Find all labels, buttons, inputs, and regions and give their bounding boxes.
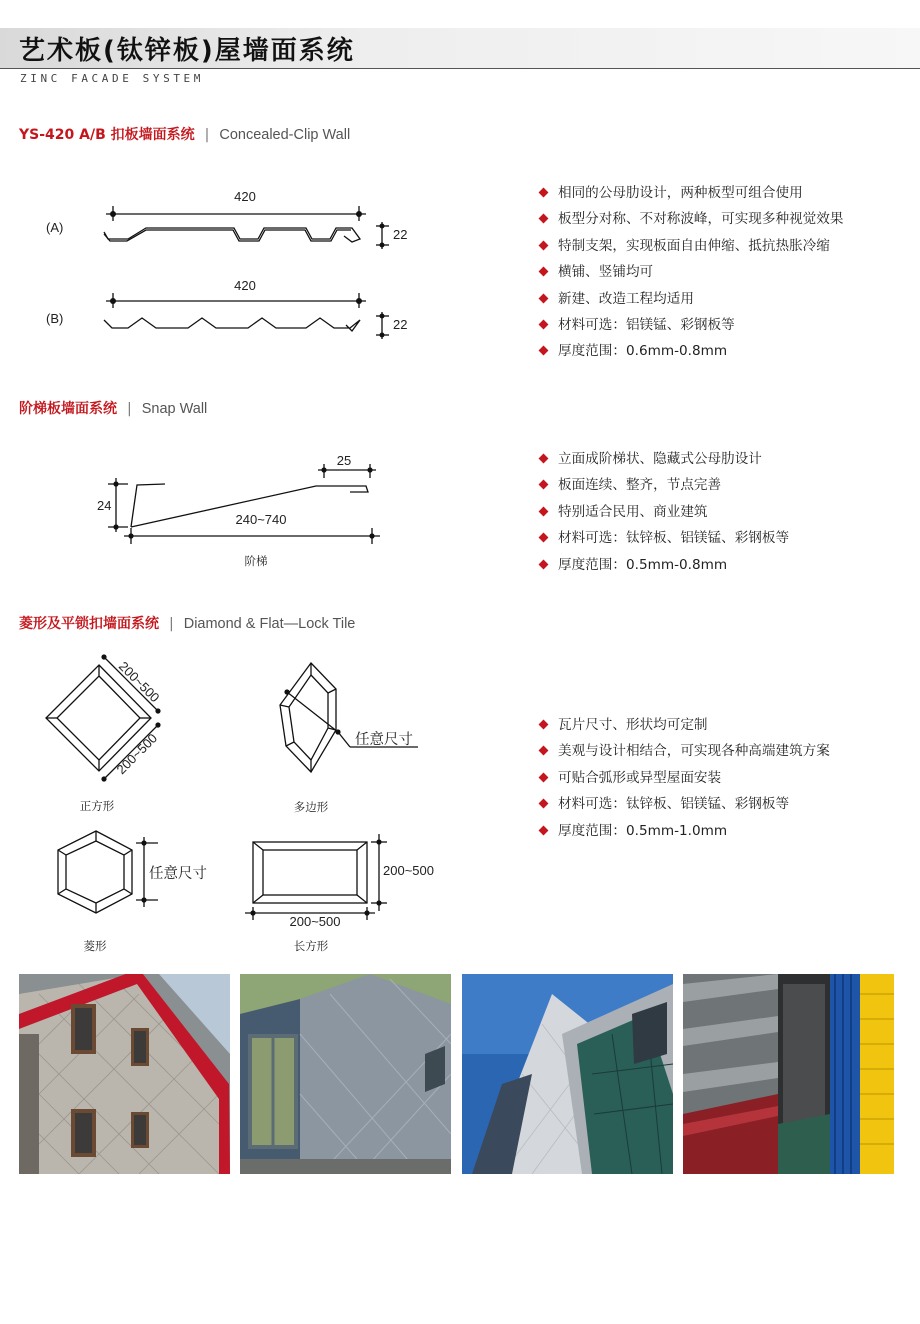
feature-item: 新建、改造工程均适用: [538, 286, 843, 312]
feature-item: 可贴合弧形或异型屋面安装: [538, 765, 830, 791]
profile-b-height: 22: [393, 317, 408, 332]
header-divider: [0, 68, 920, 69]
snap-wall-profile-diagram: [0, 440, 470, 580]
section-2-title-zh: 阶梯板墙面系统: [19, 401, 117, 417]
feature-item: 相同的公母肋设计，两种板型可组合使用: [538, 180, 843, 206]
section-2-title-en: Snap Wall: [141, 401, 208, 417]
photo-color-panels-samples: [683, 974, 894, 1174]
feature-item: 横铺、竖铺均可: [538, 259, 843, 285]
section-1-title-en: Concealed-Clip Wall: [219, 127, 351, 143]
snap-caption: 阶梯: [244, 556, 268, 568]
page-title: 艺术板(钛锌板)屋墙面系统: [19, 36, 355, 66]
section-1-title-zh: YS-420 A/B 扣板墙面系统: [19, 127, 195, 143]
polygon-size-label: 任意尺寸: [355, 732, 413, 748]
feature-item: 材料可选：铝镁锰、彩钢板等: [538, 312, 843, 338]
feature-item: 材料可选：钛锌板、铝镁锰、彩钢板等: [538, 791, 830, 817]
feature-item: 厚度范围：0.5mm-1.0mm: [538, 818, 830, 844]
profile-a-label: (A): [46, 220, 64, 235]
photo-grey-facade-windows: [240, 974, 451, 1174]
section-3-features: [538, 712, 830, 844]
section-2-heading: [19, 398, 207, 418]
feature-item: 特制支架，实现板面自由伸缩、抵抗热胀冷缩: [538, 233, 843, 259]
section-1-features: [538, 180, 843, 365]
square-dim-2: 200~500: [113, 730, 161, 778]
feature-item: 瓦片尺寸、形状均可定制: [538, 712, 830, 738]
profile-b-label: (B): [46, 311, 64, 326]
section-1-separator: |: [204, 127, 210, 143]
section-3-title-en: Diamond & Flat—Lock Tile: [183, 616, 356, 632]
tile-shapes-diagram: [0, 645, 470, 965]
feature-item: 立面成阶梯状、隐藏式公母肋设计: [538, 446, 789, 472]
profile-a-width: 420: [234, 189, 256, 204]
feature-item: 材料可选：钛锌板、铝镁锰、彩钢板等: [538, 525, 789, 551]
rect-caption: 长方形: [293, 941, 329, 953]
snap-dim-length: 240~740: [235, 512, 287, 527]
polygon-caption: 多边形: [293, 802, 329, 814]
feature-item: 板面连续、整齐，节点完善: [538, 472, 789, 498]
feature-item: 厚度范围：0.6mm-0.8mm: [538, 338, 843, 364]
section-2-separator: |: [127, 401, 132, 417]
rect-dim-height: 200~500: [383, 863, 434, 878]
section-1-heading: [19, 124, 350, 144]
profile-a-height: 22: [393, 227, 408, 242]
square-dim-1: 200~500: [115, 658, 163, 706]
concealed-clip-profile-diagram: [0, 170, 470, 350]
rect-dim-width: 200~500: [289, 914, 341, 929]
feature-item: 厚度范围：0.5mm-0.8mm: [538, 552, 789, 578]
feature-item: 美观与设计相结合，可实现各种高端建筑方案: [538, 738, 830, 764]
page-subtitle: ZINC FACADE SYSTEM: [20, 72, 205, 85]
section-3-separator: |: [169, 616, 174, 632]
photo-house-diamond-tiles: [19, 974, 230, 1174]
hexagon-size-label: 任意尺寸: [149, 866, 207, 882]
snap-dim-left: 24: [97, 498, 112, 513]
feature-item: 特别适合民用、商业建筑: [538, 499, 789, 525]
snap-dim-top: 25: [336, 453, 352, 468]
section-2-features: [538, 446, 789, 578]
hexagon-caption: 菱形: [83, 941, 107, 953]
square-caption: 正方形: [79, 801, 115, 813]
section-3-heading: [19, 613, 355, 633]
section-3-title-zh: 菱形及平锁扣墙面系统: [19, 616, 159, 632]
feature-item: 板型分对称、不对称波峰，可实现多种视觉效果: [538, 206, 843, 232]
profile-b-width: 420: [234, 278, 256, 293]
photo-modern-building-sky: [462, 974, 673, 1174]
